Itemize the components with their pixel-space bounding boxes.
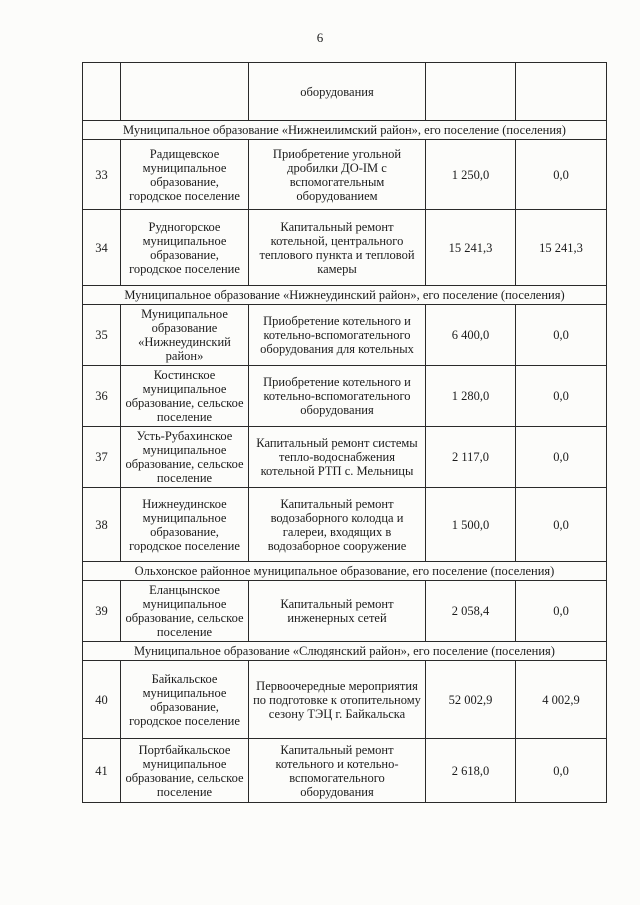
cell-municipality: Портбайкальское муниципальное образование, сельское поселение: [121, 739, 249, 803]
continuation-row: [83, 63, 607, 121]
cell-number: 33: [83, 140, 121, 210]
section-title: Ольхонское районное муниципальное образование, его поселение (поселения): [83, 562, 607, 581]
section-header-row: [83, 642, 607, 661]
cell-second: 15 241,3: [516, 210, 607, 286]
page-number: 6: [316, 30, 324, 45]
cell-event-name: Капитальный ремонт котельного и котельно-вспомогательного оборудования: [249, 739, 426, 803]
cell-event-name: Капитальный ремонт водозаборного колодца и галереи, входящих в водозаборное сооружение: [249, 488, 426, 562]
cell-municipality: Рудногорское муниципальное образование, городское поселение: [121, 210, 249, 286]
table-row: [83, 210, 607, 286]
table-row: [83, 739, 607, 803]
table-row: [83, 140, 607, 210]
table-row: [83, 661, 607, 739]
cell-number: 38: [83, 488, 121, 562]
cell-number: 34: [83, 210, 121, 286]
cell-event-name: Первоочередные мероприятия по подготовке к отопительному сезону ТЭЦ г. Байкальска: [249, 661, 426, 739]
cell-total: 2 058,4: [426, 581, 516, 642]
cell-second: 0,0: [516, 581, 607, 642]
cell-event-name: Приобретение котельного и котельно-вспомогательного оборудования для котельных: [249, 305, 426, 366]
cell-second: 4 002,9: [516, 661, 607, 739]
cell-municipality: Радищевское муниципальное образование, городское поселение: [121, 140, 249, 210]
cell-second: [516, 63, 607, 121]
cell-total: [426, 63, 516, 121]
cell-event-name: Капитальный ремонт системы тепло-водоснабжения котельной РТП с. Мельницы: [249, 427, 426, 488]
cell-municipality: Костинское муниципальное образование, сельское поселение: [121, 366, 249, 427]
cell-total: 2 117,0: [426, 427, 516, 488]
cell-total: 1 250,0: [426, 140, 516, 210]
cell-municipality: Байкальское муниципальное образование, городское поселение: [121, 661, 249, 739]
cell-second: 0,0: [516, 427, 607, 488]
cell-event-name: оборудования: [249, 63, 426, 121]
cell-municipality: Муниципальное образование «Нижнеудинский район»: [121, 305, 249, 366]
cell-number: [83, 63, 121, 121]
cell-second: 0,0: [516, 140, 607, 210]
cell-event-name: Капитальный ремонт котельной, центрального теплового пункта и тепловой камеры: [249, 210, 426, 286]
cell-total: 6 400,0: [426, 305, 516, 366]
cell-second: 0,0: [516, 739, 607, 803]
cell-municipality: Еланцынское муниципальное образование, сельское поселение: [121, 581, 249, 642]
cell-total: 15 241,3: [426, 210, 516, 286]
cell-municipality: [121, 63, 249, 121]
cell-municipality: Нижнеудинское муниципальное образование, городское поселение: [121, 488, 249, 562]
cell-total: 1 500,0: [426, 488, 516, 562]
section-header-row: [83, 121, 607, 140]
cell-event-name: Приобретение котельного и котельно-вспомогательного оборудования: [249, 366, 426, 427]
section-title: Муниципальное образование «Нижнеилимский район», его поселение (поселения): [83, 121, 607, 140]
section-header-row: [83, 286, 607, 305]
cell-number: 41: [83, 739, 121, 803]
cell-total: 1 280,0: [426, 366, 516, 427]
cell-municipality: Усть-Рубахинское муниципальное образование, сельское поселение: [121, 427, 249, 488]
table-row: [83, 305, 607, 366]
table-row: [83, 366, 607, 427]
cell-number: 36: [83, 366, 121, 427]
table-row: [83, 427, 607, 488]
cell-second: 0,0: [516, 366, 607, 427]
cell-number: 40: [83, 661, 121, 739]
cell-total: 52 002,9: [426, 661, 516, 739]
cell-second: 0,0: [516, 305, 607, 366]
cell-event-name: Капитальный ремонт инженерных сетей: [249, 581, 426, 642]
cell-number: 35: [83, 305, 121, 366]
table-body: [83, 63, 607, 803]
cell-total: 2 618,0: [426, 739, 516, 803]
cell-event-name: Приобретение угольной дробилки ДО-IM с вспомогательным оборудованием: [249, 140, 426, 210]
table-row: [83, 581, 607, 642]
cell-number: 39: [83, 581, 121, 642]
section-title: Муниципальное образование «Нижнеудинский район», его поселение (поселения): [83, 286, 607, 305]
section-header-row: [83, 562, 607, 581]
table-row: [83, 488, 607, 562]
funding-table: [82, 62, 607, 803]
cell-number: 37: [83, 427, 121, 488]
cell-second: 0,0: [516, 488, 607, 562]
section-title: Муниципальное образование «Слюдянский район», его поселение (поселения): [83, 642, 607, 661]
